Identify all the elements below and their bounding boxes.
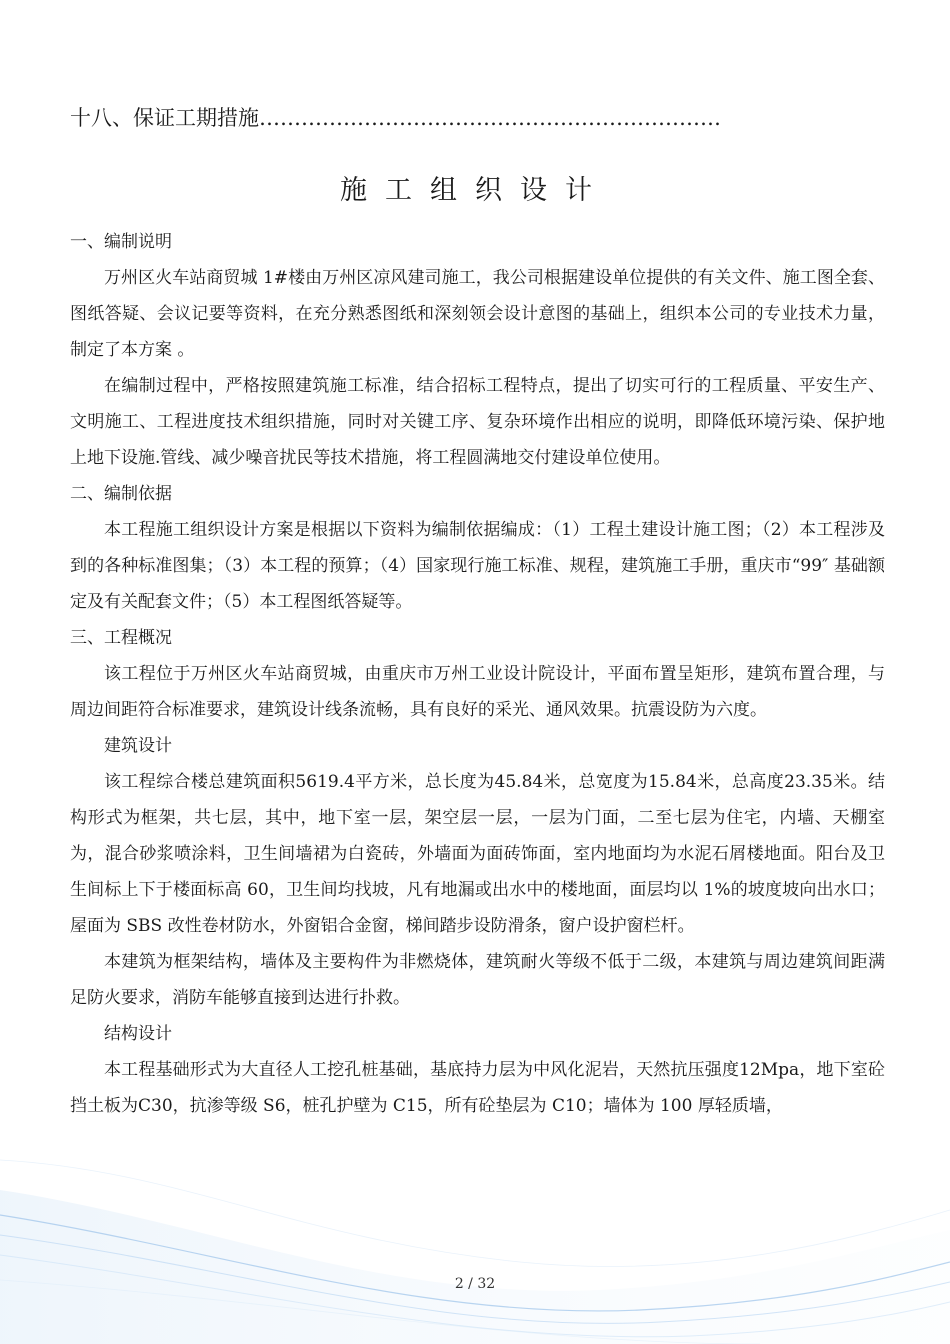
document-body [70,224,885,1124]
page-indicator: 2 / 32 [454,1276,496,1292]
section-heading: 三、工程概况 [70,628,172,648]
body-paragraph: 该工程综合楼总建筑面积5619.4平方米，总长度为45.84米，总宽度为15.84米，总高度23.35米。结构形式为框架，共七层，其中，地下室一层，架空层一层，一层为门面，二至七层为住宅，内墙、天棚室为，混合砂浆喷涂料，卫生间墙裙为白瓷砖，外墙面为面砖饰面，室内地面均为水泥石屑楼地面。阳台及卫生间标上下于楼面标高 60，卫生间均找坡，凡有地漏或出水中的楼地面，面层均以 1%的坡度坡向出水口；屋面为 SBS 改性卷材防水，外窗铝合金窗，梯间踏步设防滑条，窗户设护窗栏杆。 [70,772,885,936]
body-paragraph: 万州区火车站商贸城 1#楼由万州区凉风建司施工，我公司根据建设单位提供的有关文件、施工图全套、图纸答疑、会议记要等资料，在充分熟悉图纸和深刻领会设计意图的基础上，组织本公司的专业技术力量，制定了本方案 。 [70,268,885,360]
section-heading: 一、编制说明 [70,232,172,252]
body-paragraph: 本工程施工组织设计方案是根据以下资料为编制依据编成：（1）工程土建设计施工图；（2）本工程涉及到的各种标准图集；（3）本工程的预算；（4）国家现行施工标准、规程，建筑施工手册，重庆市“99″ 基础额定及有关配套文件；（5）本工程图纸答疑等。 [70,520,885,612]
body-paragraph: 本工程基础形式为大直径人工挖孔桩基础，基底持力层为中风化泥岩，天然抗压强度12Mpa，地下室砼挡土板为C30，抗渗等级 S6，桩孔护壁为 C15，所有砼垫层为 C10；墙体为 100 厚轻质墙， [70,1060,885,1116]
subsection-heading: 结构设计 [104,1024,172,1044]
subsection-heading: 建筑设计 [104,736,172,756]
document-title: 施工组织设计 [340,175,610,206]
toc-entry: 十八、保证工期措施………………………………………………………… [70,106,721,130]
body-paragraph: 本建筑为框架结构，墙体及主要构件为非燃烧体，建筑耐火等级不低于二级，本建筑与周边建筑间距满足防火要求，消防车能够直接到达进行扑救。 [70,952,885,1008]
body-paragraph: 该工程位于万州区火车站商贸城，由重庆市万州工业设计院设计，平面布置呈矩形，建筑布置合理，与周边间距符合标准要求，建筑设计线条流畅，具有良好的采光、通风效果。抗震设防为六度。 [70,664,885,720]
section-heading: 二、编制依据 [70,484,172,504]
body-paragraph: 在编制过程中，严格按照建筑施工标准，结合招标工程特点，提出了切实可行的工程质量、平安生产、文明施工、工程进度技术组织措施，同时对关键工序、复杂环境作出相应的说明，即降低环境污染、保护地上地下设施.管线、减少噪音扰民等技术措施，将工程圆满地交付建设单位使用。 [70,376,885,468]
